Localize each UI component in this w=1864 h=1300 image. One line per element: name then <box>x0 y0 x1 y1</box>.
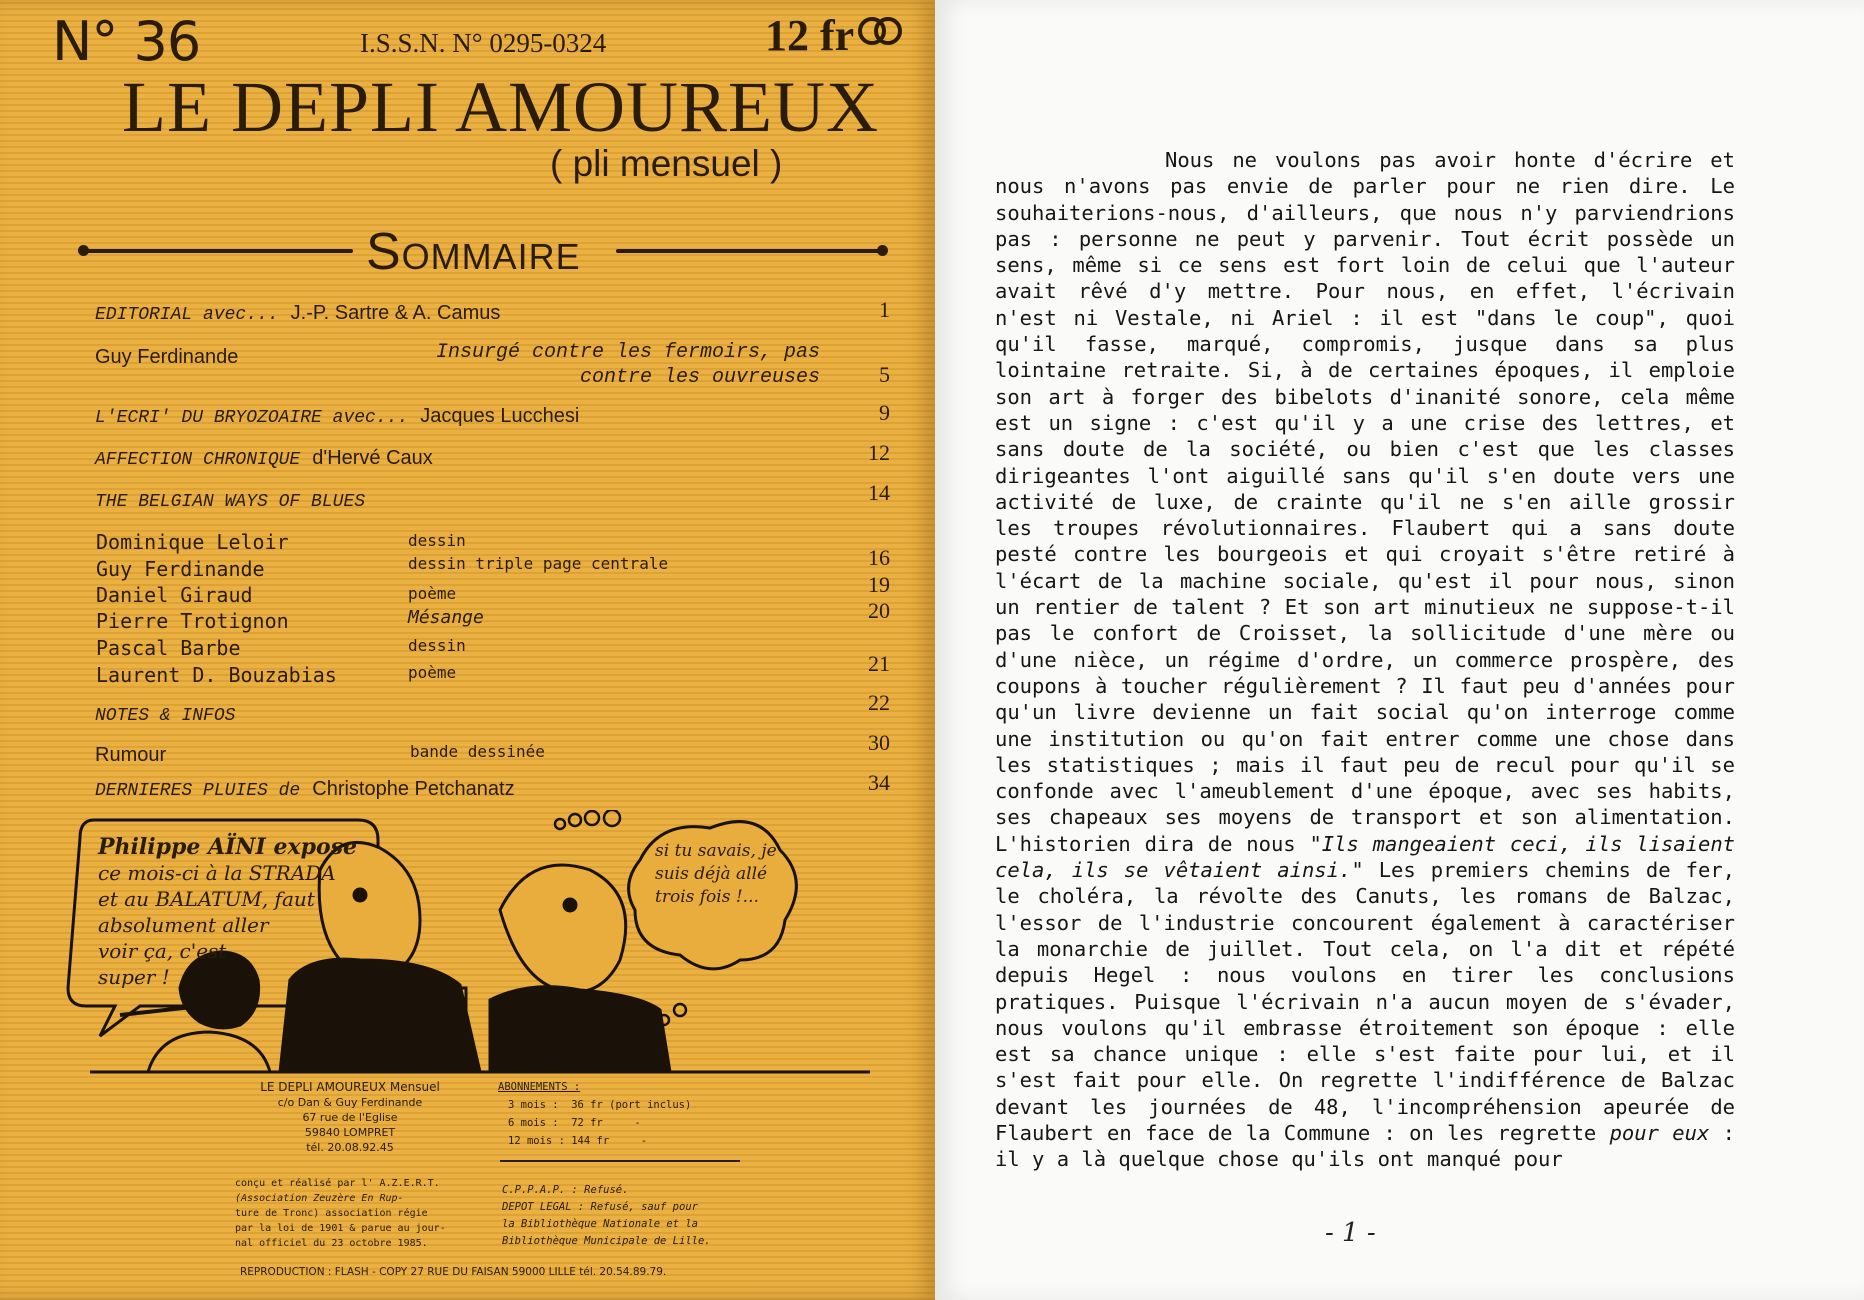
article-paragraph <box>995 147 1735 1173</box>
colophon-line: 59840 LOMPRET <box>304 1126 396 1139</box>
colophon-legal <box>502 1182 752 1250</box>
colophon-subscriptions <box>498 1078 748 1150</box>
toc-author: Rumour <box>95 744 167 766</box>
toc-label: DERNIERES PLUIES de <box>95 781 301 801</box>
subscription-line: 3 mois : 36 fr (port inclus) <box>508 1099 692 1111</box>
toc-entry <box>95 405 579 429</box>
magazine-title: LE DEPLI AMOUREUX <box>122 67 879 147</box>
credit-page: 19 <box>868 572 890 597</box>
toc-label: AFFECTION CHRONIQUE <box>95 450 301 470</box>
article-body <box>995 147 1735 1173</box>
article-emphasis: pour eux <box>1609 1120 1710 1145</box>
colophon-line: Bibliothèque Municipale de Lille. <box>502 1235 711 1247</box>
toc-page: 14 <box>868 480 890 505</box>
credit-role: poème <box>408 663 457 682</box>
colophon-line: c/o Dan & Guy Ferdinande <box>277 1096 423 1109</box>
price-value: 12 fr <box>765 11 855 60</box>
colophon-line: nal officiel du 23 octobre 1985. <box>235 1238 428 1249</box>
reproduction-line: REPRODUCTION : FLASH - COPY 27 RUE DU FAISAN 59000 LILLE tél. 20.54.89.79. <box>240 1266 667 1278</box>
bubble-line: et au BALATUM, faut <box>98 887 315 911</box>
credit-role: dessin <box>408 531 466 550</box>
double-o-logo-icon <box>858 14 902 48</box>
toc-page: 30 <box>868 730 890 755</box>
toc-page: 12 <box>868 440 890 465</box>
bubble-line: Philippe AÏNI expose <box>98 834 358 860</box>
credit-role: Mésange <box>408 607 484 628</box>
toc-role: bande dessinée <box>410 742 545 761</box>
colophon-line: DEPOT LEGAL : Refusé, sauf pour <box>502 1201 698 1213</box>
credit-name: Dominique Leloir <box>96 530 289 554</box>
toc-page: 1 <box>879 297 890 322</box>
article-text: : il y a là quelque chose qu'ils ont manqué pour <box>995 1120 1735 1172</box>
credit-page: 21 <box>868 651 890 676</box>
article-text: Nous ne voulons pas avoir honte d'écrire et nous n'avons pas envie de parler pour ne rien dire. Le souhaiterions-nous, d'ailleurs, que nous n'y parviendrions pas : personne ne peut y parvenir. Tout écrit possède un sens, même si ce sens est fort loin de celui que l'auteur avait rêvé d'y mettre. Pour nous, en effet, l'écrivain n'est ni Vestale, ni Ariel : il est "dans le coup", quoi qu'il fasse, marqué, compromis, jusque dans sa plus lointaine retraite. Si, à de certaines époques, il emploie son art à forger des bibelots d'inanité sonore, cela même est un signe : c'est qu'il y a une crise des lettres, et sans doute de la société, ou bien c'est que les classes dirigeantes l'ont aiguillé sans qu'il s'en doute vers une activité de luxe, de crainte qu'il ne s'en aille grossir les troupes révolutionnaires. Flaubert qui a sans doute pesté contre les bourgeois et qui croyait s'être retiré à l'écart de la machine sociale, qu'est il pour nous, sinon un rentier de talent ? Et son art minutieux ne suppose-t-il pas le confort de Croisset, la sollicitude d'une mère ou d'une nièce, un régime d'ordre, un commerce prospère, des coupons à toucher régulièrement ? Il faut peu d'années pour qu'un livre devienne un fait social qu'on interroge comme une institution ou qu'on fait entrer comme une chose dans les statistiques ; mais il faut peu de recul pour qu'il se confonde avec l'ameublement d'une époque, avec ses habits, ses chapeaux ses moyens de transport et son alimentation. L'historien dira de nous <box>995 148 1735 856</box>
toc-title-line: contre les ouvreuses <box>579 366 820 389</box>
colophon-association <box>235 1176 475 1251</box>
colophon-line: par la loi de 1901 & parue au jour- <box>235 1223 446 1234</box>
toc-page: 9 <box>879 400 890 425</box>
toc-author: Guy Ferdinande <box>95 346 239 368</box>
credit-role: dessin triple page centrale <box>408 554 669 573</box>
toc-page: 22 <box>868 690 890 715</box>
subscription-line: 6 mois : 72 fr - <box>508 1117 641 1129</box>
article-text: Les premiers chemins de fer, le choléra, la révolte des Canuts, les romans de Balzac, l'essor de l'industrie concourent également à caractériser la monarchie de juillet. Tout cela, on l'a dit et répété depuis Hegel : nous voulons en tirer les conclusions pratiques. Puisque l'écrivain n'a aucun moyen de s'évader, nous voulons qu'il embrasse étroitement son époque : elle est sa chance unique : elle s'est faite pour lui, et il s'est fait pour elle. On regrette l'indifférence de Balzac devant les journées de 48, l'incompréhension apeurée de Flaubert en face de la Commune : on les regrette <box>995 858 1736 1145</box>
toc-entry <box>95 346 238 370</box>
sommaire-heading: Sommaire <box>366 223 581 281</box>
bubble-line: si tu savais, je <box>655 841 777 861</box>
colophon-line: ture de Tronc) association régie <box>235 1208 428 1219</box>
bubble-line: ce mois-ci à la STRADA <box>98 861 336 885</box>
toc-page: 34 <box>868 770 890 795</box>
toc-page: 5 <box>879 362 890 387</box>
bubble-line: voir ça, c'est <box>98 939 227 963</box>
subscription-line: 12 mois : 144 fr - <box>508 1135 648 1147</box>
colophon-line: la Bibliothèque Nationale et la <box>502 1218 698 1230</box>
toc-entry <box>95 778 515 802</box>
toc-entry <box>95 490 365 513</box>
bubble-line: trois fois !... <box>655 887 759 907</box>
issn: I.S.S.N. N° 0295-0324 <box>360 28 607 58</box>
toc-label: L'ECRI' DU BRYOZOAIRE avec... <box>95 408 409 428</box>
bubble-line: super ! <box>98 965 170 989</box>
colophon-line: conçu et réalisé par l' A.Z.E.R.T. <box>235 1178 440 1189</box>
credit-page: 16 <box>868 545 890 570</box>
rule-right <box>616 249 886 253</box>
colophon-address <box>230 1080 470 1155</box>
sommaire-heading-row <box>78 222 888 281</box>
toc-entry <box>95 744 166 768</box>
colophon-line: tél. 20.08.92.45 <box>306 1141 394 1154</box>
issue-number: N° 36 <box>52 10 201 73</box>
page-number: - 1 - <box>1325 1218 1376 1248</box>
toc-entry <box>95 704 235 727</box>
left-bubble-text <box>98 834 388 990</box>
text-page <box>935 0 1864 1300</box>
toc-author: Jacques Lucchesi <box>420 405 580 427</box>
toc-author: d'Hervé Caux <box>312 447 433 469</box>
credit-name: Pascal Barbe <box>96 636 241 660</box>
rule-left <box>83 249 353 253</box>
subscriptions-heading: ABONNEMENTS : <box>498 1081 581 1093</box>
magazine-subtitle: ( pli mensuel ) <box>550 143 783 184</box>
toc-label: THE BELGIAN WAYS OF BLUES <box>95 492 366 512</box>
toc-author: J.-P. Sartre & A. Camus <box>290 302 501 324</box>
colophon-line: (Association Zeuzère En Rup- <box>235 1193 404 1204</box>
credit-name: Pierre Trotignon <box>96 609 289 633</box>
bubble-line: suis déjà allé <box>655 864 768 884</box>
colophon-line: C.P.P.A.P. : Refusé. <box>502 1184 629 1196</box>
toc-label: NOTES & INFOS <box>95 706 236 726</box>
price <box>765 10 902 61</box>
credit-page: 20 <box>868 598 890 623</box>
credit-name: Daniel Giraud <box>96 583 253 607</box>
toc-entry <box>95 302 500 326</box>
right-bubble-text <box>655 840 805 909</box>
credit-role: dessin <box>408 636 466 655</box>
credit-role: poème <box>408 584 457 603</box>
toc-entry <box>95 447 433 471</box>
toc-author: Christophe Petchanatz <box>312 778 515 800</box>
toc-title-line: Insurgé contre les fermoirs, pas <box>435 341 820 364</box>
bubble-line: absolument aller <box>98 913 269 937</box>
colophon-line: LE DEPLI AMOUREUX Mensuel <box>260 1080 440 1094</box>
toc-title <box>405 340 820 390</box>
credit-name: Guy Ferdinande <box>96 557 265 581</box>
toc-label: EDITORIAL avec... <box>95 305 279 325</box>
article-quote: "Ils mangeaient ceci, ils lisaient cela, ils se vêtaient ainsi." <box>995 831 1735 883</box>
colophon-line: 67 rue de l'Eglise <box>302 1111 398 1124</box>
colophon-divider <box>500 1160 740 1162</box>
credit-name: Laurent D. Bouzabias <box>96 663 337 687</box>
rule-dot <box>877 245 888 256</box>
cartoon-illustration <box>60 810 930 1080</box>
